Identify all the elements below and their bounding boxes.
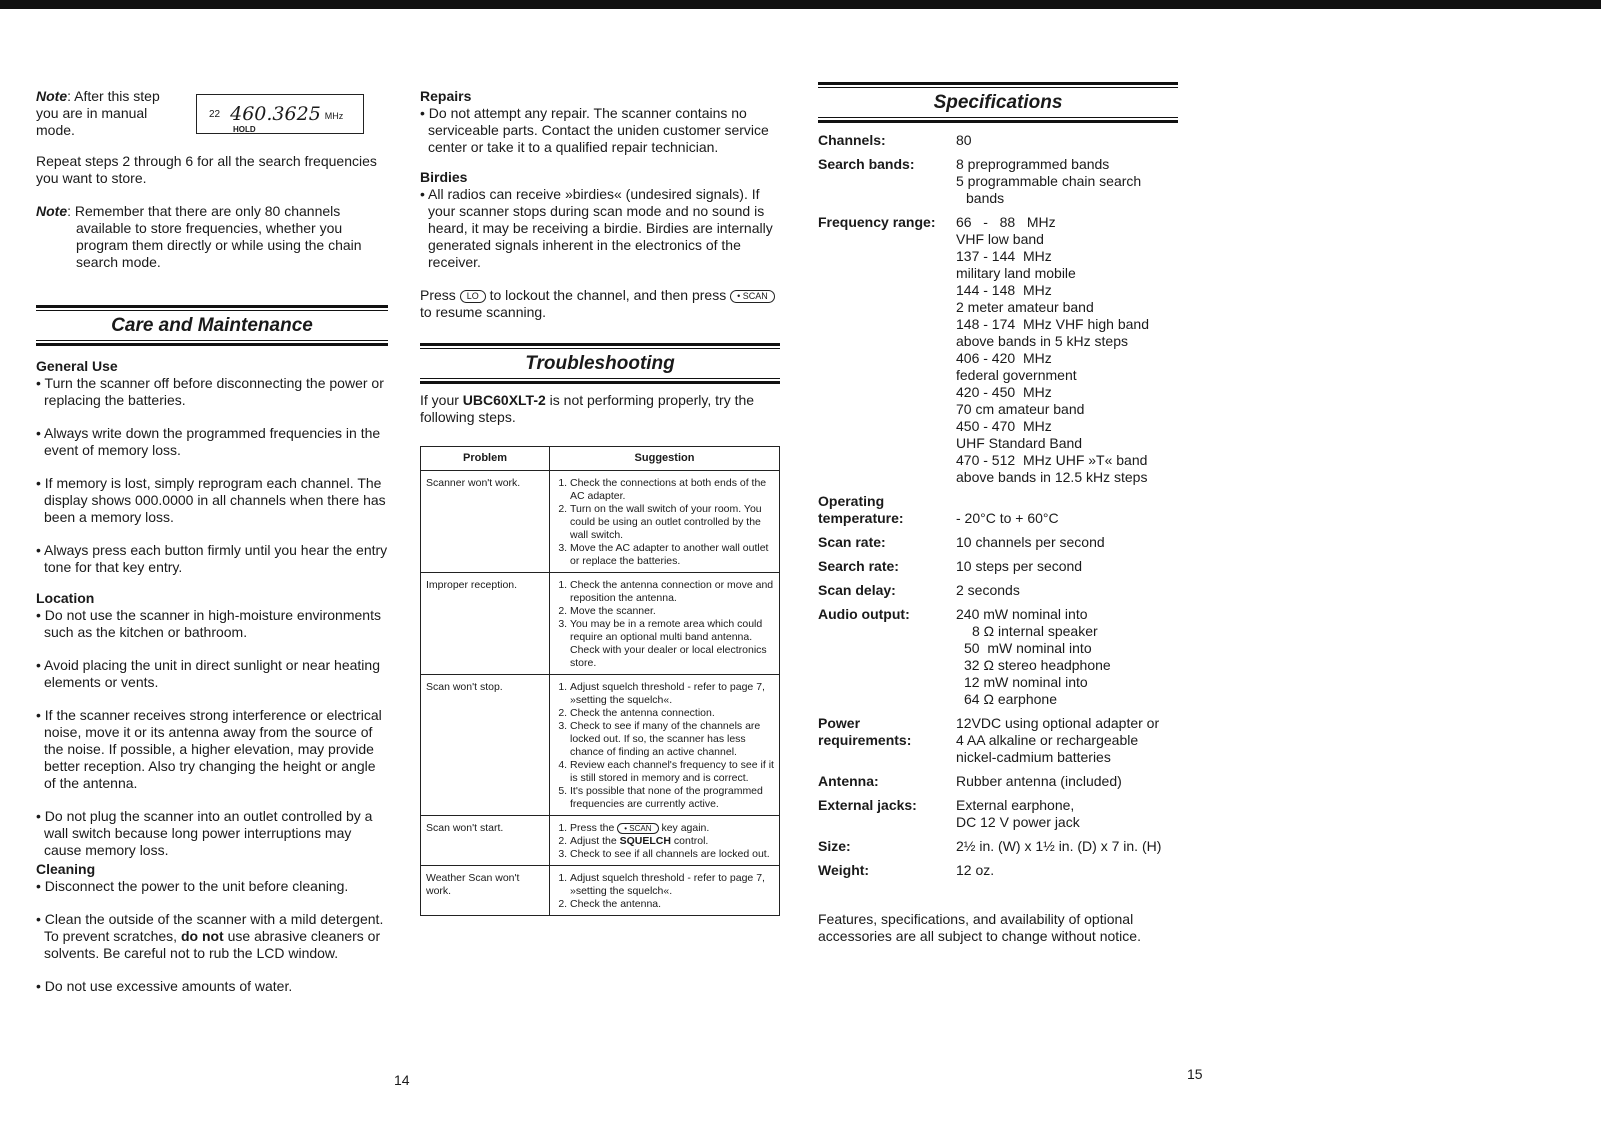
note-text: Note: After this step you are in manual mode. — [36, 88, 160, 138]
location-section — [36, 590, 388, 859]
suggestion-step: 2. Check the antenna. — [570, 898, 774, 911]
list-item: • Turn the scanner off before disconnecting the power or replacing the batteries. — [36, 375, 384, 408]
repairs-heading: Repairs — [420, 88, 472, 104]
lcd-unit: MHz — [324, 110, 344, 121]
spec-label: Operating temperature: — [818, 493, 904, 526]
specifications-header — [818, 82, 1178, 123]
suggestion-cell — [550, 866, 780, 916]
spec-list — [818, 132, 1178, 879]
problem-cell: Weather Scan won't work. — [421, 866, 550, 916]
spec-label: Scan rate: — [818, 534, 886, 550]
spec-value: 66 - 88 MHz VHF low band 137 - 144 MHz military land mobile 144 - 148 MHz 2 meter amateur band 148 - 174 MHz VHF high band above bands in 5 kHz steps 406 - 420 MHz federal government 420 - 450 MHz 70 cm amateur band 450 - 470 MHz UHF Standard Band 470 - 512 MHz UHF »T« band above bands in 12.5 kHz steps — [956, 214, 1149, 485]
rule — [420, 381, 780, 384]
subheading: General Use — [36, 358, 118, 374]
spec-row — [818, 838, 1178, 855]
list-item: • Disconnect the power to the unit before cleaning. — [36, 878, 349, 894]
suggestion-step: 2. Adjust the SQUELCH control. — [570, 835, 774, 848]
spec-label: Channels: — [818, 132, 886, 148]
spec-value: Rubber antenna (included) — [956, 773, 1122, 789]
spec-row — [818, 214, 1178, 486]
table-row — [421, 816, 780, 866]
list-item: • Always write down the programmed frequencies in the event of memory loss. — [36, 425, 381, 458]
spec-value: 10 channels per second — [956, 534, 1105, 550]
suggestion-step: 5. It's possible that none of the programmed frequencies are currently active. — [570, 785, 774, 811]
top-black-bar — [0, 0, 1601, 9]
spec-value: 2½ in. (W) x 1½ in. (D) x 7 in. (H) — [956, 838, 1162, 854]
spec-row — [818, 773, 1178, 790]
spec-label: Size: — [818, 838, 851, 854]
list-item: • If the scanner receives strong interference or electrical noise, move it or its antenna away from the source of the noise. If possible, a higher elevation, may provide better reception. Also try changing the height or angle of the antenna. — [36, 707, 382, 791]
lcd-display — [196, 94, 364, 134]
suggestion-cell — [550, 816, 780, 866]
suggestion-cell — [550, 471, 780, 573]
spec-label: Weight: — [818, 862, 870, 878]
suggestion-step: 1. Press the • SCAN key again. — [570, 822, 774, 835]
list-item: • Avoid placing the unit in direct sunlight or near heating elements or vents. — [36, 657, 380, 690]
manual-mode-note — [36, 88, 388, 139]
suggestion-step: 2. Move the scanner. — [570, 605, 774, 618]
spec-value: 2 seconds — [956, 582, 1020, 598]
problem-cell: Scan won't start. — [421, 816, 550, 866]
troubleshooting-intro: If your UBC60XLT-2 is not performing properly, try the following steps. — [420, 392, 755, 425]
spec-label: Frequency range: — [818, 214, 936, 230]
section-title: Troubleshooting — [525, 353, 675, 374]
scan-key-icon: • SCAN — [617, 823, 658, 834]
list-item: • Clean the outside of the scanner with a mild detergent. To prevent scratches, do not use abrasive cleaners or solvents. Be careful not to rub the LCD window. — [36, 911, 384, 961]
suggestion-cell — [550, 675, 780, 816]
spec-label: Search rate: — [818, 558, 899, 574]
spec-row — [818, 132, 1178, 149]
scan-key-icon: • SCAN — [730, 290, 775, 303]
spec-label: External jacks: — [818, 797, 917, 813]
suggestion-step: 1. Adjust squelch threshold - refer to page 7, »setting the squelch«. — [570, 681, 774, 707]
suggestion-step: 2. Turn on the wall switch of your room. You could be using an outlet controlled by the wall switch. — [570, 503, 774, 542]
spec-label: Power requirements: — [818, 715, 912, 748]
suggestion-step: 1. Adjust squelch threshold - refer to page 7, »setting the squelch«. — [570, 872, 774, 898]
list-item: • Always press each button firmly until you hear the entry tone for that key entry. — [36, 542, 388, 575]
repairs-text: • Do not attempt any repair. The scanner contains no serviceable parts. Contact the uniden customer service center or take it to a qualified repair technician. — [420, 105, 769, 155]
spec-row — [818, 493, 1178, 527]
spec-row — [818, 558, 1178, 575]
problem-cell: Scan won't stop. — [421, 675, 550, 816]
suggestion-step: 4. Review each channel's frequency to see if it is still stored in memory and is correct. — [570, 759, 774, 785]
list-item: • Do not use excessive amounts of water. — [36, 978, 293, 994]
column-header-suggestion: Suggestion — [550, 447, 780, 471]
table-row — [421, 471, 780, 573]
spec-label: Antenna: — [818, 773, 879, 789]
spec-value: External earphone, DC 12 V power jack — [956, 797, 1080, 830]
spec-label: Scan delay: — [818, 582, 896, 598]
care-maintenance-header — [36, 305, 388, 346]
suggestion-step: 1. Check the connections at both ends of the AC adapter. — [570, 477, 774, 503]
spec-row — [818, 534, 1178, 551]
lcd-hold: HOLD — [233, 125, 256, 134]
spec-label: Search bands: — [818, 156, 915, 172]
table-row — [421, 866, 780, 916]
birdies-heading: Birdies — [420, 169, 468, 185]
problem-cell: Scanner won't work. — [421, 471, 550, 573]
spec-value: 10 steps per second — [956, 558, 1083, 574]
suggestion-step: 3. Check to see if all channels are locked out. — [570, 848, 774, 861]
spec-value: 80 — [956, 132, 972, 148]
right-column — [818, 82, 1178, 945]
problem-cell: Improper reception. — [421, 573, 550, 675]
repeat-steps-text: Repeat steps 2 through 6 for all the search frequencies you want to store. — [36, 153, 377, 186]
lcd-channel: 22 — [209, 108, 221, 120]
general-use-section — [36, 358, 388, 576]
page-number-right: 15 — [1187, 1066, 1203, 1082]
spec-value: 240 mW nominal into 8 Ω internal speaker 50 mW nominal into 32 Ω stereo headphone 12 mW nominal into 64 Ω earphone — [956, 606, 1111, 707]
troubleshooting-header — [420, 343, 780, 384]
subheading: Location — [36, 590, 95, 606]
list-item: • Do not plug the scanner into an outlet controlled by a wall switch because long power interruptions may cause memory loss. — [36, 808, 373, 858]
spec-label: Audio output: — [818, 606, 910, 622]
rule — [818, 120, 1178, 123]
section-title: Care and Maintenance — [111, 315, 313, 336]
spec-row — [818, 582, 1178, 599]
spec-row — [818, 606, 1178, 708]
table-row — [421, 573, 780, 675]
channels-note: Note: Remember that there are only 80 channels available to store frequencies, whether you program them directly or while using the chain search mode. — [36, 203, 362, 270]
suggestion-step: 1. Check the antenna connection or move and reposition the antenna. — [570, 579, 774, 605]
spec-row — [818, 715, 1178, 766]
suggestion-cell — [550, 573, 780, 675]
list-item: • Do not use the scanner in high-moisture environments such as the kitchen or bathroom. — [36, 607, 381, 640]
spec-value: 8 preprogrammed bands 5 programmable chain search bands — [956, 156, 1142, 206]
page-number-left: 14 — [394, 1072, 410, 1088]
cleaning-section — [36, 861, 388, 995]
suggestion-step: 2. Check the antenna connection. — [570, 707, 774, 720]
birdies-text: • All radios can receive »birdies« (undesired signals). If your scanner stops during scan mode and no sound is heard, it may be receiving a birdie. Birdies are internally generated signals inherent in the electronics of the receiver. — [420, 186, 773, 270]
list-item: • If memory is lost, simply reprogram each channel. The display shows 000.0000 in all channels when there has been a memory loss. — [36, 475, 386, 525]
subheading: Cleaning — [36, 861, 96, 877]
suggestion-step: 3. You may be in a remote area which could require an optional multi band antenna. Check with your dealer or local electronics store. — [570, 618, 774, 670]
section-title: Specifications — [933, 92, 1063, 113]
specifications-footer: Features, specifications, and availability of optional accessories are all subject to change without notice. — [818, 911, 1141, 944]
left-column — [36, 88, 388, 995]
lcd-frequency: 460.3625 — [230, 102, 321, 125]
spec-row — [818, 797, 1178, 831]
spec-row — [818, 862, 1178, 879]
lockout-instructions: Press LO to lockout the channel, and then press • SCAN to resume scanning. — [420, 287, 780, 321]
rule — [36, 343, 388, 346]
spec-value: - 20°C to + 60°C — [956, 510, 1059, 526]
troubleshooting-table — [420, 446, 780, 916]
spec-row — [818, 156, 1178, 207]
spec-value: 12VDC using optional adapter or 4 AA alkaline or rechargeable nickel-cadmium batteries — [956, 715, 1160, 765]
column-header-problem: Problem — [421, 447, 550, 471]
spec-value: 12 oz. — [956, 862, 995, 878]
lo-key-icon: LO — [460, 290, 486, 303]
suggestion-step: 3. Move the AC adapter to another wall outlet or replace the batteries. — [570, 542, 774, 568]
suggestion-step: 3. Check to see if many of the channels are locked out. If so, the scanner has less chance of finding an active channel. — [570, 720, 774, 759]
table-header-row — [421, 447, 780, 471]
table-row — [421, 675, 780, 816]
middle-column — [420, 88, 780, 916]
